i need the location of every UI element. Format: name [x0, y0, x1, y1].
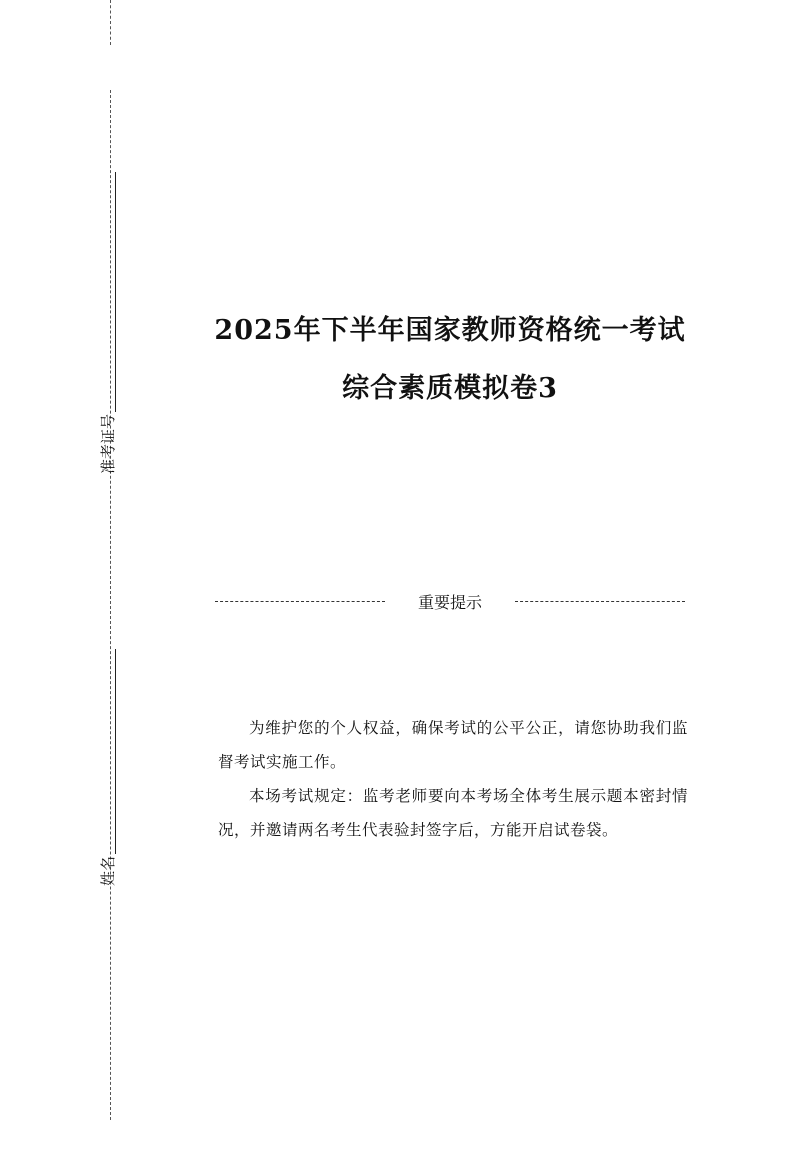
notice-paragraph: 本场考试规定：监考老师要向本考场全体考生展示题本密封情况，并邀请两名考生代表验封签字后，方能开启试卷袋。 — [218, 786, 688, 839]
left-dashes — [215, 601, 385, 602]
name-blank — [101, 649, 116, 854]
name-label: 姓名 — [99, 855, 117, 886]
exam-subtitle: 综合素质模拟卷3 — [342, 373, 558, 404]
exam-title: 2025年下半年国家教师资格统一考试 — [214, 315, 686, 346]
right-dashes — [515, 601, 685, 602]
exam-number-blank — [101, 172, 116, 412]
exam-number-label: 准考证号 — [99, 413, 117, 474]
notice-paragraph: 为维护您的个人权益，确保考试的公平公正，请您协助我们监督考试实施工作。 — [218, 718, 688, 771]
exam-number-field — [100, 172, 116, 474]
notice-header — [215, 590, 685, 613]
notice-title: 重要提示 — [417, 593, 482, 612]
name-field — [100, 649, 116, 886]
